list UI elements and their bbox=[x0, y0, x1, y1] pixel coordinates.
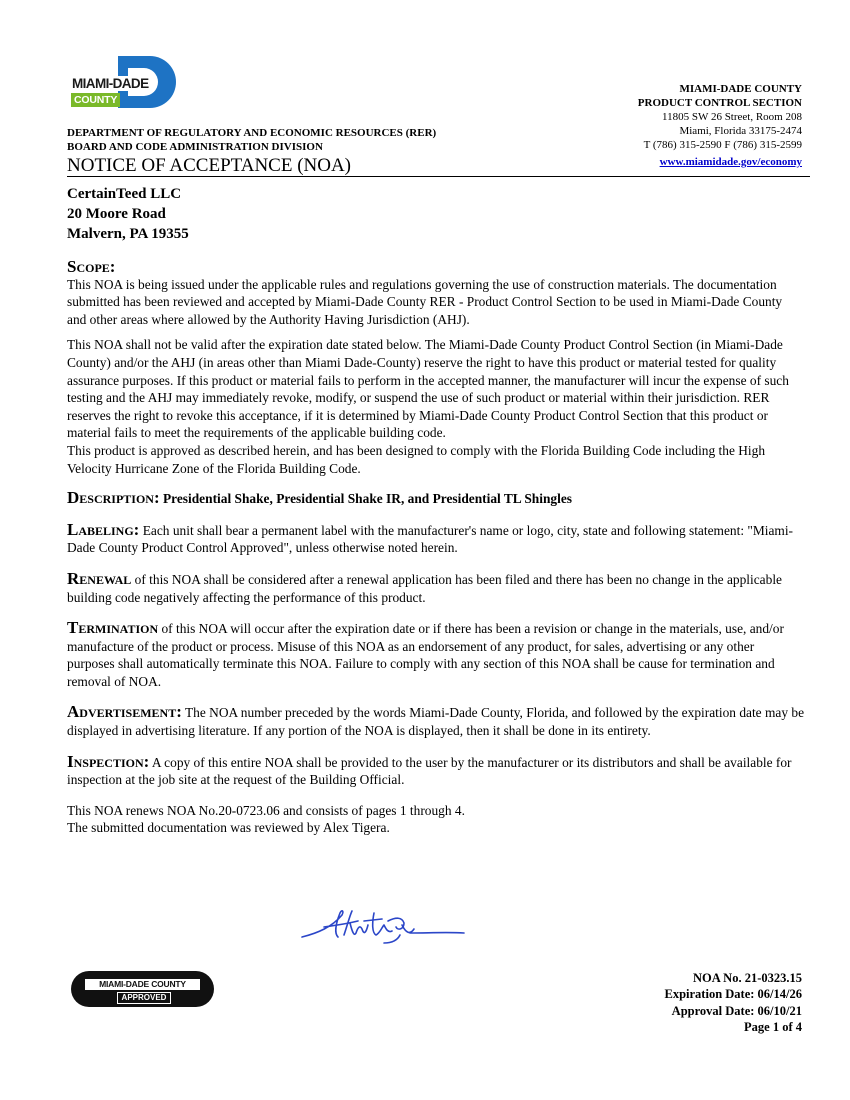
agency-name: MIAMI-DADE COUNTY bbox=[679, 83, 802, 95]
description-text: Presidential Shake, Presidential Shake IR, and Presidential TL Shingles bbox=[162, 491, 572, 507]
advertisement-text: The NOA number preceded by the words Miami-Dade County, Florida, and followed by the expiration date may be displayed in advertising literature. If any portion of the NOA is displayed, then it shall be done in its entirety. bbox=[67, 705, 805, 739]
page-title: NOTICE OF ACCEPTANCE (NOA) bbox=[67, 155, 352, 176]
labeling-text: Each unit shall bear a permanent label with the manufacturer's name or logo, city, state and following statement: "Miami-Dade County Product Control Approved", unless otherwise noted herein. bbox=[67, 522, 794, 556]
company-street: 20 Moore Road bbox=[67, 206, 166, 222]
approved-badge bbox=[71, 971, 214, 1007]
company-city: Malvern, PA 19355 bbox=[67, 226, 189, 242]
reviewer-signature bbox=[298, 903, 468, 951]
expiration-date: Expiration Date: 06/14/26 bbox=[664, 987, 802, 1002]
scope-paragraph-1: This NOA is being issued under the applicable rules and regulations governing the use of construction materials. The documentation submitted has been reviewed and accepted by Miami-Dade County RER - Product Control Section to be used in Miami-Dade County and other areas where allowed by the Authority Having Jurisdiction (AHJ). bbox=[67, 276, 783, 327]
badge-county-label: MIAMI-DADE COUNTY bbox=[85, 979, 200, 990]
city-address: Miami, Florida 33175-2474 bbox=[679, 125, 802, 137]
scope-paragraph-2: This NOA shall not be valid after the expiration date stated below. The Miami-Dade County Product Control Section (in Miami-Dade County) and/or the AHJ (in areas other than Miami Dade-County) reserve the right to have this product or material tested for quality assurance purposes. If this product or material fails to perform in the accepted manner, the manufacturer will incur the expense of such testing and the AHJ may immediately revoke, modify, or suspend the use of such product or material within their jurisdiction. RER reserves the right to revoke this acceptance, if it is determined by Miami-Dade County Product Control Section that this product or material fails to meet the requirements of the applicable building code. bbox=[67, 337, 789, 441]
inspection-heading: Inspection: bbox=[67, 751, 150, 771]
recipient-address bbox=[67, 184, 189, 244]
termination-heading: Termination bbox=[67, 618, 159, 638]
header-right bbox=[638, 82, 802, 169]
description-section bbox=[67, 489, 804, 508]
renewal-statement: This NOA renews NOA No.20-0723.06 and consists of pages 1 through 4. bbox=[67, 802, 465, 818]
section-name: PRODUCT CONTROL SECTION bbox=[637, 97, 802, 109]
renewal-section bbox=[67, 570, 804, 606]
scope-heading: Scope: bbox=[67, 257, 116, 276]
labeling-heading: Labeling: bbox=[67, 519, 140, 539]
inspection-section bbox=[67, 753, 804, 789]
approval-date: Approval Date: 06/10/21 bbox=[671, 1003, 802, 1018]
division-name: BOARD AND CODE ADMINISTRATION DIVISION bbox=[67, 141, 323, 153]
logo-wordmark: MIAMI-DADE bbox=[72, 76, 149, 91]
labeling-section bbox=[67, 521, 804, 557]
advertisement-heading: Advertisement: bbox=[67, 702, 182, 722]
reviewer-statement: The submitted documentation was reviewed by Alex Tigera. bbox=[67, 820, 390, 836]
badge-approved-label: APPROVED bbox=[117, 992, 171, 1004]
phone-fax: T (786) 315-2590 F (786) 315-2599 bbox=[643, 139, 802, 151]
page-number: Page 1 of 4 bbox=[744, 1019, 802, 1034]
website-link[interactable]: www.miamidade.gov/economy bbox=[659, 156, 802, 168]
advertisement-section bbox=[67, 703, 804, 739]
renewal-heading: Renewal bbox=[67, 568, 132, 588]
miami-dade-logo bbox=[68, 56, 180, 110]
termination-section bbox=[67, 619, 804, 690]
description-heading: Description: bbox=[67, 488, 160, 508]
document-footer bbox=[665, 970, 803, 1035]
scope-paragraph-3: This product is approved as described herein, and has been designed to comply with the Florida Building Code including the High Velocity Hurricane Zone of the Florida Building Code. bbox=[67, 442, 766, 476]
department-name: DEPARTMENT OF REGULATORY AND ECONOMIC RESOURCES (RER) bbox=[67, 127, 437, 139]
header-left bbox=[67, 126, 436, 154]
document-body bbox=[67, 258, 804, 837]
termination-text: of this NOA will occur after the expiration date or if there has been a revision or change in the materials, use, and/or manufacture of the product or process. Misuse of this NOA as an endorsement of any product, for sales, advertising or any other purposes shall automatically terminate this NOA. Failure to comply with any section of this NOA shall be cause for termination and removal of NOA. bbox=[67, 621, 784, 689]
logo-county-tag: COUNTY bbox=[71, 93, 120, 107]
street-address: 11805 SW 26 Street, Room 208 bbox=[662, 111, 802, 123]
header-divider bbox=[67, 176, 810, 177]
company-name: CertainTeed LLC bbox=[67, 186, 182, 202]
renewal-text: of this NOA shall be considered after a renewal application has been filed and there has been no change in the applicable building code negatively affecting the performance of this product. bbox=[67, 571, 782, 605]
inspection-text: A copy of this entire NOA shall be provided to the user by the manufacturer or its distributors and shall be available for inspection at the job site at the request of the Building Official. bbox=[67, 754, 792, 788]
noa-number: NOA No. 21-0323.15 bbox=[692, 971, 802, 985]
